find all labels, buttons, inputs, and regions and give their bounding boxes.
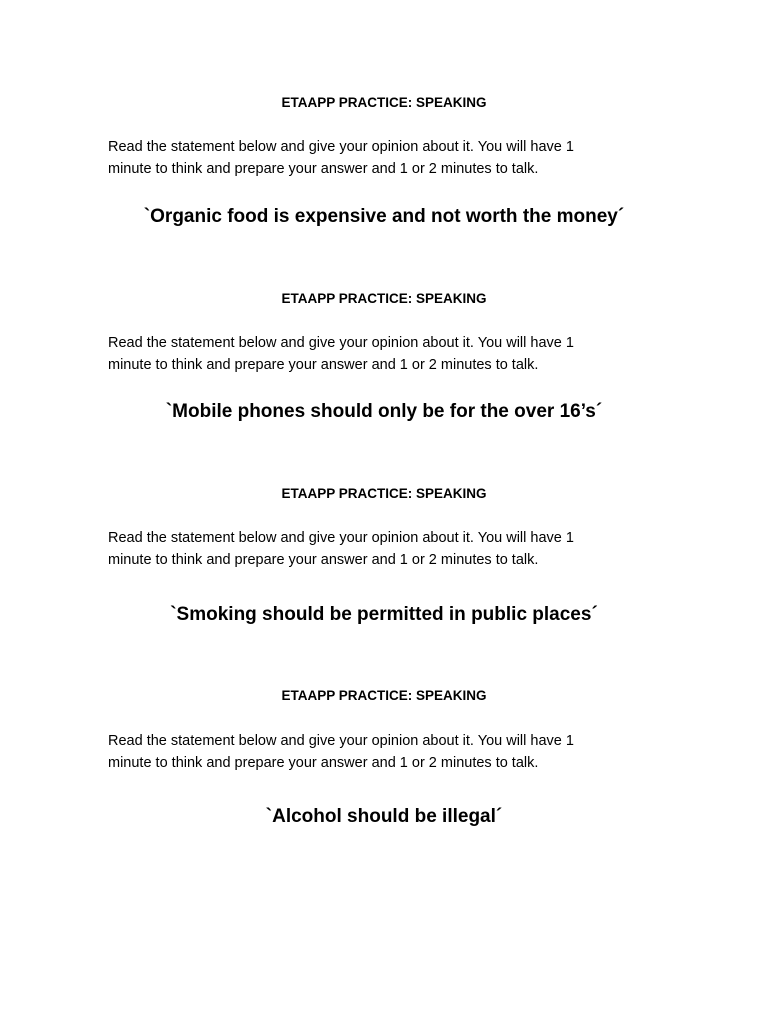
card-heading: ETAAPP PRACTICE: SPEAKING <box>281 486 487 501</box>
card-statement: `Mobile phones should only be for the over 16’s´ <box>165 401 603 422</box>
instructions-line: Read the statement below and give your opinion about it. You will have 1 <box>108 530 574 546</box>
card-statement: `Alcohol should be illegal´ <box>265 806 503 827</box>
card-heading: ETAAPP PRACTICE: SPEAKING <box>281 95 487 110</box>
card-heading: ETAAPP PRACTICE: SPEAKING <box>281 688 487 703</box>
card-instructions <box>108 527 648 571</box>
card-heading: ETAAPP PRACTICE: SPEAKING <box>281 291 487 306</box>
instructions-line: minute to think and prepare your answer and 1 or 2 minutes to talk. <box>108 357 539 373</box>
instructions-line: Read the statement below and give your opinion about it. You will have 1 <box>108 733 574 749</box>
instructions-line: minute to think and prepare your answer and 1 or 2 minutes to talk. <box>108 552 539 568</box>
card-instructions <box>108 730 648 774</box>
instructions-line: Read the statement below and give your opinion about it. You will have 1 <box>108 335 574 351</box>
card-instructions <box>108 136 648 180</box>
instructions-line: Read the statement below and give your opinion about it. You will have 1 <box>108 139 574 155</box>
card-instructions <box>108 332 648 376</box>
card-statement: `Smoking should be permitted in public places´ <box>170 604 598 625</box>
instructions-line: minute to think and prepare your answer and 1 or 2 minutes to talk. <box>108 755 539 771</box>
card-statement: `Organic food is expensive and not worth the money´ <box>143 206 625 227</box>
instructions-line: minute to think and prepare your answer and 1 or 2 minutes to talk. <box>108 161 539 177</box>
